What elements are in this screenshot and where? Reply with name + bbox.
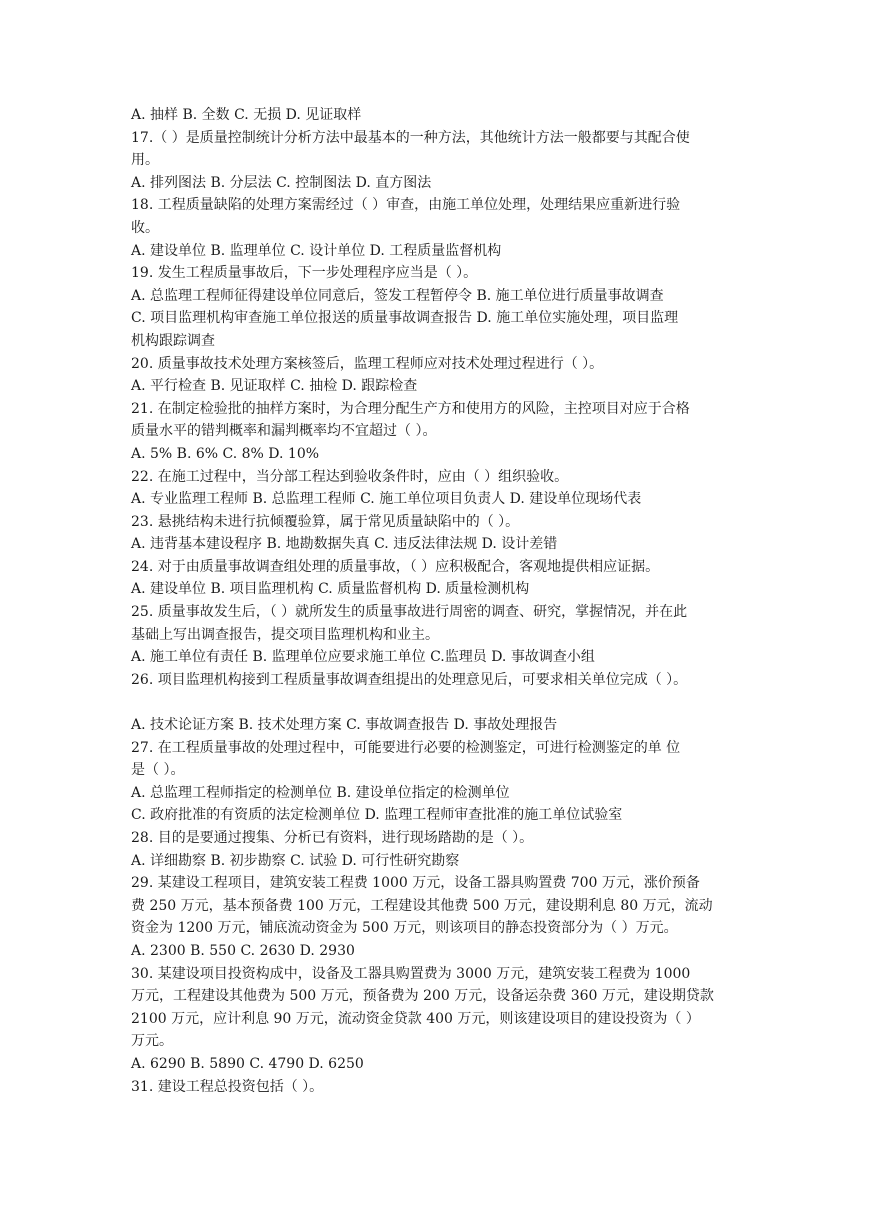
text-line: A. 违背基本建设程序 B. 地勘数据失真 C. 违反法律法规 D. 设计差错 (131, 536, 558, 553)
text-line: A. 总监理工程师征得建设单位同意后，签发工程暂停令 B. 施工单位进行质量事故调查 (131, 287, 664, 304)
text-line: A. 建设单位 B. 项目监理机构 C. 质量监督机构 D. 质量检测机构 (131, 581, 530, 598)
text-line: 25. 质量事故发生后，（ ）就所发生的质量事故进行周密的调查、研究，掌握情况，并在此 (131, 604, 688, 621)
text-line: A. 排列图法 B. 分层法 C. 控制图法 D. 直方图法 (131, 174, 432, 191)
text-line: A. 建设单位 B. 监理单位 C. 设计单位 D. 工程质量监督机构 (131, 242, 502, 259)
text-line: 20. 质量事故技术处理方案核签后，监理工程师应对技术处理过程进行（ ）。 (131, 355, 604, 372)
text-line: C. 政府批准的有资质的法定检测单位 D. 监理工程师审查批准的施工单位试验室 (131, 807, 623, 824)
text-line: 24. 对于由质量事故调查组处理的质量事故，（ ）应积极配合，客观地提供相应证据。 (131, 558, 660, 575)
text-line: A. 5% B. 6% C. 8% D. 10% (131, 445, 320, 462)
text-line: A. 专业监理工程师 B. 总监理工程师 C. 施工单位项目负责人 D. 建设单位现场代表 (131, 491, 642, 508)
text-line: A. 平行检查 B. 见证取样 C. 抽检 D. 跟踪检查 (131, 378, 418, 395)
text-line: 28. 目的是要通过搜集、分析已有资料，进行现场踏勘的是（ ）。 (131, 830, 534, 846)
text-line: 费 250 万元，基本预备费 100 万元，工程建设其他费 500 万元，建设期利息 80 万元，流动 (131, 897, 713, 914)
text-line: 27. 在工程质量事故的处理过程中，可能要进行必要的检测鉴定，可进行检测鉴定的单 位 (131, 739, 681, 756)
text-line: A. 抽样 B. 全数 C. 无损 D. 见证取样 (131, 107, 362, 123)
text-line: 23. 悬挑结构未进行抗倾覆验算，属于常见质量缺陷中的（ ）。 (131, 513, 520, 530)
text-line: A. 技术论证方案 B. 技术处理方案 C. 事故调查报告 D. 事故处理报告 (131, 717, 558, 734)
text-line: 22. 在施工过程中，当分部工程达到验收条件时，应由（ ）组织验收。 (131, 468, 569, 485)
blank-line (131, 691, 739, 714)
text-line: C. 项目监理机构审查施工单位报送的质量事故调查报告 D. 施工单位实施处理，项目监理 (131, 310, 679, 327)
text-line: 用。 (131, 152, 159, 169)
text-line: 基础上写出调查报告，提交项目监理机构和业主。 (131, 626, 439, 643)
text-line: A. 6290 B. 5890 C. 4790 D. 6250 (131, 1055, 364, 1072)
text-line: A. 总监理工程师指定的检测单位 B. 建设单位指定的检测单位 (131, 784, 510, 801)
text-line: 万元，工程建设其他费为 500 万元，预备费为 200 万元，设备运杂费 360 万元，建设期贷款 (131, 988, 714, 1005)
text-line: 18. 工程质量缺陷的处理方案需经过（ ）审查，由施工单位处理，处理结果应重新进行验 (131, 197, 681, 214)
text-line: 收。 (131, 219, 159, 236)
text-line: 30. 某建设项目投资构成中，设备及工器具购置费为 3000 万元，建筑安装工程费为 1000 (131, 965, 691, 982)
text-line: 31. 建设工程总投资包括（ ）。 (131, 1078, 324, 1095)
text-line: 26. 项目监理机构接到工程质量事故调查组提出的处理意见后，可要求相关单位完成（ ）。 (131, 671, 688, 688)
text-line: 29. 某建设工程项目，建筑安装工程费 1000 万元，设备工器具购置费 700 万元，涨价预备 (131, 875, 700, 892)
text-line: 是（ ）。 (131, 762, 185, 779)
text-line: 2100 万元，应计利息 90 万元，流动资金贷款 400 万元，则该建设项目的建设投资为（ ） (131, 1010, 700, 1027)
text-line: 质量水平的错判概率和漏判概率均不宜超过（ ）。 (131, 423, 437, 440)
text-line: 19. 发生工程质量事故后，下一步处理程序应当是（ ）。 (131, 265, 478, 282)
text-line: 17.（ ）是质量控制统计分析方法中最基本的一种方法，其他统计方法一般都要与其配合使 (131, 129, 690, 146)
text-line: 资金为 1200 万元，铺底流动资金为 500 万元，则该项目的静态投资部分为（ ）万元。 (131, 920, 678, 937)
text-line: 万元。 (131, 1033, 173, 1050)
text-line: A. 2300 B. 550 C. 2630 D. 2930 (131, 942, 355, 959)
text-line: A. 详细勘察 B. 初步勘察 C. 试验 D. 可行性研究勘察 (131, 852, 460, 869)
text-line: 21. 在制定检验批的抽样方案时，为合理分配生产方和使用方的风险，主控项目对应于合格 (131, 400, 690, 417)
text-line: A. 施工单位有责任 B. 监理单位应要求施工单位 C.监理员 D. 事故调查小组 (131, 649, 595, 666)
text-line: 机构跟踪调查 (131, 332, 215, 349)
question-text-block (131, 104, 739, 1098)
